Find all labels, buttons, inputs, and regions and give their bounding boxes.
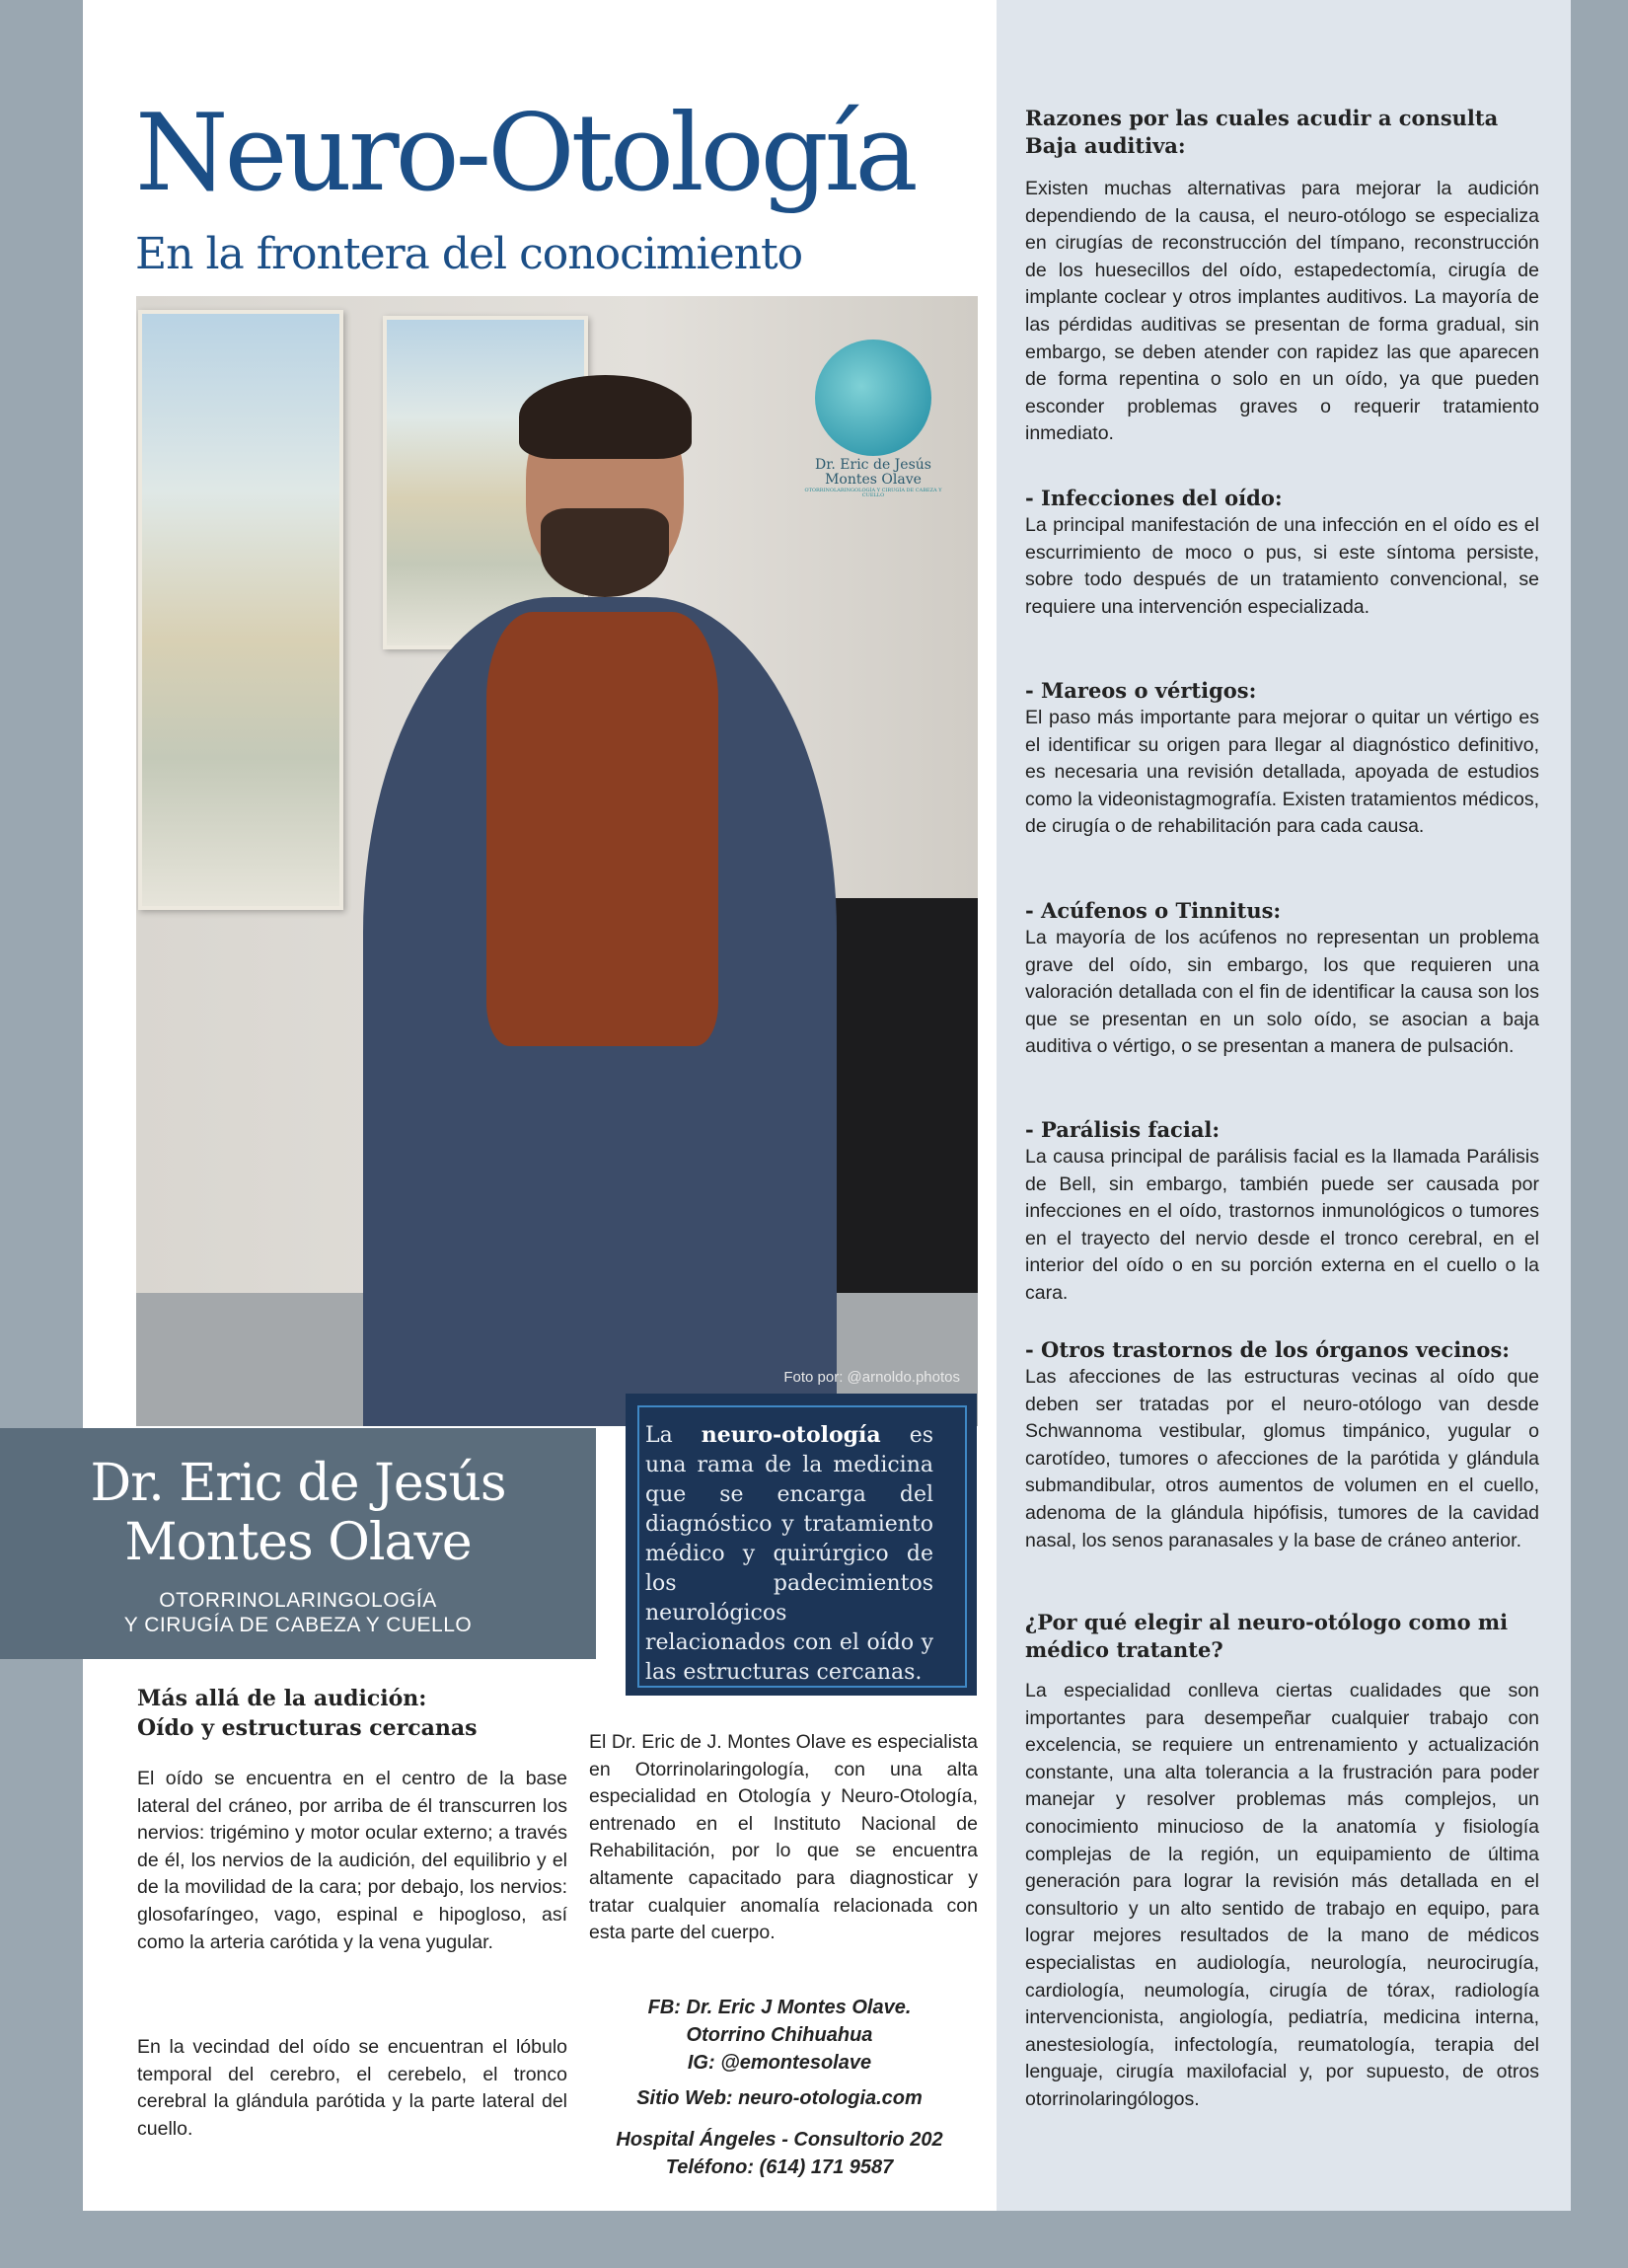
doctor-name-line-1: Dr. Eric de Jesús [90, 1454, 506, 1513]
left-heading-line-1: Más allá de la audición: [137, 1686, 427, 1711]
tinnitus-heading: - Acúfenos o Tinnitus: [1025, 898, 1282, 923]
doctor-hair [519, 375, 692, 459]
doctor-sweater [486, 612, 718, 1046]
logo-line-1: Dr. Eric de Jesús [815, 457, 931, 473]
hearing-loss-paragraph: Existen muchas alternativas para mejorar la audición dependiendo de la causa, el neuro-otólogo se especializa en cirugías de reconstrucción del tímpano, reconstrucción de los huesecillos del oído, estapedectomía, cirugía de implante coclear y otros implantes auditivos. La mayoría de las pérdidas auditivas se presentan de forma gradual, sin embargo, se deben atender con rapidez las que aparecen de forma repentina o solo en un oído, ya que pueden esconder problemas graves o requerir tratamiento inmediato. [1025, 178, 1539, 445]
specialty-line-1: OTORRINOLARINGOLOGÍA [159, 1589, 437, 1612]
infections-heading: - Infecciones del oído: [1025, 486, 1283, 510]
why-choose-heading-line-1: ¿Por qué elegir al neuro-otólogo como mi [1025, 1610, 1509, 1634]
wall-painting-left [138, 310, 343, 910]
computer-monitor [817, 898, 978, 1313]
contact-website: Sitio Web: neuro-otologia.com [636, 2087, 923, 2109]
tinnitus-paragraph: La mayoría de los acúfenos no representan un problema grave del oído, sin embargo, los que requieren una valoración detallada con el fin de identificar la causa son los que se presentan en un solo oído, se asocian a baja auditiva o vértigo, o se presentan a manera de pulsación. [1025, 927, 1539, 1058]
contact-otorrino: Otorrino Chihuahua [686, 2024, 873, 2046]
specialty-line-2: Y CIRUGÍA DE CABEZA Y CUELLO [123, 1614, 473, 1636]
clinic-logo-text [799, 458, 947, 499]
why-choose-heading [1025, 1609, 1538, 1664]
doctor-photo [136, 296, 978, 1426]
doctor-specialty [0, 1588, 596, 1637]
vertigo-heading: - Mareos o vértigos: [1025, 678, 1257, 703]
contact-hospital-name: Hospital Ángeles - Consultorio 202 [616, 2129, 943, 2151]
logo-line-2: Montes Olave [825, 472, 922, 489]
logo-line-3: OTORRINOLARINGOLOGÍA Y CIRUGÍA DE CABEZA Y CUELLO [804, 487, 942, 499]
doctor-name-banner [0, 1428, 596, 1659]
contact-instagram: IG: @emontesolave [687, 2052, 872, 2074]
contact-facebook: FB: Dr. Eric J Montes Olave. [647, 1997, 912, 2018]
reasons-heading [1025, 105, 1538, 160]
left-heading-line-2: Oído y estructuras cercanas [137, 1715, 478, 1741]
clinic-logo-icon [815, 340, 931, 456]
reasons-heading-line-1: Razones por las cuales acudir a consulta [1025, 106, 1499, 130]
article-title: Neuro-Otología [135, 92, 915, 215]
middle-paragraph: El Dr. Eric de J. Montes Olave es especialista en Otorrinolaringología, con una alta especialidad en Otología y Neuro-Otología, entrenado en el Instituto Nacional de Rehabilitación, por lo que se encuentra altamente capacitado para diagnosticar y tratar cualquier anomalía relacionada con esta parte del cuerpo. [589, 1731, 978, 1944]
doctor-name [0, 1454, 596, 1572]
left-paragraph-2: En la vecindad del oído se encuentran el lóbulo temporal del cerebro, el cerebelo, el tronco cerebral la glándula parótida y la parte lateral del cuello. [137, 2036, 567, 2140]
article-subtitle: En la frontera del conocimiento [135, 229, 803, 279]
contact-hospital [582, 2126, 977, 2181]
neighbor-disorders-paragraph: Las afecciones de las estructuras vecinas al oído que deben ser tratadas por el neuro-otólogo van desde Schwannoma vestibular, glomus timpánico, yugular o carotídeo, tumores o afecciones de la parótida y glándula submandibular, otros aumentos de volumen en el cuello, adenoma de la glándula hipófisis, tumores de la cavidad nasal, los senos paranasales y la base de cráneo anterior. [1025, 1366, 1539, 1551]
why-choose-paragraph: La especialidad conlleva ciertas cualidades que son importantes para desempeñar cualquier trabajo con excelencia, se requiere un entrenamiento y actualización constante, una alta tolerancia a la frustración para poder manejar y resolver problemas más complejos, un conocimiento minucioso de la anatomía y fisiología complejas de la región, un equipamiento de última generación para lograr la revisión más detallada en el consultorio y un alto sentido de trabajo en equipo, para lograr mejores resultados de la mano de médicos especialistas en audiología, neurología, neurocirugía, cardiología, neumología, cirugía de tórax, radiología intervencionista, angiología, pediatría, medicina interna, anestesiología, infectología, reumatología, terapia del lenguaje, cirugía maxilofacial y, por supuesto, de otros otorrinolaringólogos. [1025, 1680, 1539, 2110]
reasons-heading-line-2: Baja auditiva: [1025, 133, 1186, 158]
doctor-beard [541, 508, 669, 597]
facial-paralysis-heading: - Parálisis facial: [1025, 1117, 1221, 1142]
doctor-name-line-2: Montes Olave [124, 1513, 472, 1572]
photo-credit: Foto por: @arnoldo.photos [783, 1369, 960, 1386]
contact-phone: Teléfono: (614) 171 9587 [665, 2156, 894, 2178]
vertigo-paragraph: El paso más importante para mejorar o quitar un vértigo es el identificar su origen para llegar al diagnóstico definitivo, es necesaria una revisión detallada, apoyada de estudios como la videonistagmografía. Existen tratamientos médicos, de cirugía o de rehabilitación para cada causa. [1025, 707, 1539, 838]
callout-text: La neuro-otología es una rama de la medicina que se encarga del diagnóstico y tratamiento médico y quirúrgico de los padecimientos neurológicos relacionados con el oído y las estructuras cercanas. [645, 1422, 933, 1685]
neighbor-disorders-heading: - Otros trastornos de los órganos vecinos: [1025, 1337, 1511, 1362]
infections-paragraph: La principal manifestación de una infección en el oído es el escurrimiento de moco o pus, si este síntoma persiste, sobre todo después de un tratamiento convencional, se requiere una intervención especializada. [1025, 514, 1539, 618]
definition-callout [626, 1394, 977, 1696]
left-heading [137, 1684, 591, 1743]
why-choose-heading-line-2: médico tratante? [1025, 1637, 1223, 1662]
contact-social [582, 1994, 977, 2077]
facial-paralysis-paragraph: La causa principal de parálisis facial es la llamada Parálisis de Bell, sin embargo, también puede ser causada por infecciones en el oído, trastornos inmunológicos o tumores en el trayecto del nervio desde el tronco cerebral, en el interior del oído o en su porción externa en el cuello o la cara. [1025, 1146, 1539, 1304]
left-paragraph-1: El oído se encuentra en el centro de la base lateral del cráneo, por arriba de él transcurren los nervios: trigémino y motor ocular externo; a través de él, los nervios de la audición, del equilibrio y el de la movilidad de la cara; por debajo, los nervios: glosofaríngeo, vago, espinal e hipogloso, así como la arteria carótida y la vena yugular. [137, 1768, 567, 1953]
